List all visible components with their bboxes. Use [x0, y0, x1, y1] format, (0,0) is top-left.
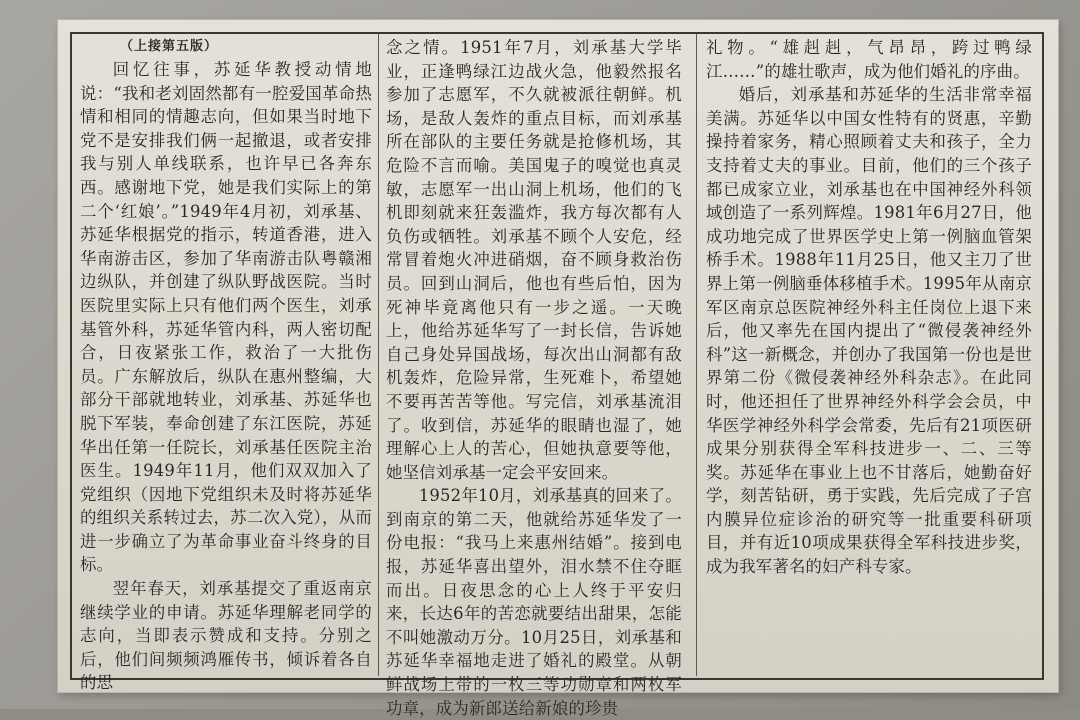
column-1-paragraph-2: 翌年春天，刘承基提交了重返南京继续学业的申请。苏延华理解老同学的志向，当即表示赞成和支持。分别之后，他们间频频鸿雁传书，倾诉着各自的思	[80, 579, 372, 693]
column-divider	[378, 34, 379, 676]
column-1-paragraph-1: 回忆往事，苏延华教授动情地说：“我和老刘固然都有一腔爱国革命热情和相同的情趣志向，但如果当时地下党不是安排我们俩一起撤退，或者安排我与别人单线联系，也许早已各奔东西。感谢地下党，她是我们实际上的第二个‘红娘’。”1949年4月初，刘承基、苏延华根据党的指示，转道香港，进入华南游击区，参加了华南游击队粤赣湘边纵队，并创建了纵队野战医院。当时医院里实际上只有他们两个医生，刘承基管外科，苏延华管内科，两人密切配合，日夜紧张工作，救治了一大批伤员。广东解放后，纵队在惠州整编，大部分干部就地转业，刘承基、苏延华也脱下军装，奉命创建了东江医院，苏延华出任第一任院长，刘承基任医院主治医生。1949年11月，他们双双加入了党组织（因地下党组织未及时将苏延华的组织关系转过去，苏二次入党），从而进一步确立了为革命事业奋斗终身的目标。	[80, 60, 372, 575]
column-divider	[696, 34, 697, 676]
article-column-1	[80, 36, 372, 695]
column-2-paragraph-2: 1952年10月，刘承基真的回来了。到南京的第二天，他就给苏延华发了一份电报：“我马上来惠州结婚”。接到电报，苏延华喜出望外，泪水禁不住夺眶而出。日夜思念的心上人终于平安归来，长达6年的苦恋就要结出甜果，怎能不叫她激动万分。10月25日，刘承基和苏延华幸福地走进了婚礼的殿堂。从朝鲜战场上带的一枚三等功勋章和两枚军功章，成为新郎送给新娘的珍贵	[386, 486, 682, 718]
continued-from-note: （上接第五版）	[120, 39, 219, 54]
article-column-3	[706, 36, 1032, 579]
column-3-paragraph-2: 婚后，刘承基和苏延华的生活非常幸福美满。苏延华以中国女性特有的贤惠，辛勤操持着家务，精心照顾着丈夫和孩子，全力支持着丈夫的事业。目前，他们的三个孩子都已成家立业，刘承基也在中国神经外科领域创造了一系列辉煌。1981年6月27日，他成功地完成了世界医学史上第一例脑血管架桥手术。1988年11月25日，他又主刀了世界上第一例脑垂体移植手术。1995年从南京军区南京总医院神经外科主任岗位上退下来后，他又率先在国内提出了“微侵袭神经外科”这一新概念，并创办了我国第一份也是世界第二份《微侵袭神经外科杂志》。在此同时，他还担任了世界神经外科学会会员，中华医学神经外科学会常委，先后有21项医研成果分别获得全军科技进步一、二、三等奖。苏延华在事业上也不甘落后，她勤奋好学，刻苦钻研，勇于实践，先后完成了子宫内膜异位症诊治的研究等一批重要科研项目，并有近10项成果获得全军科技进步奖，成为我军著名的妇产科专家。	[706, 85, 1032, 577]
column-2-paragraph-1: 念之情。1951年7月，刘承基大学毕业，正逢鸭绿江边战火急，他毅然报名参加了志愿军，不久就被派往朝鲜。机场，是敌人轰炸的重点目标，而刘承基所在部队的主要任务就是抢修机场，其危险不言而喻。美国鬼子的嗅觉也真灵敏，志愿军一出山洞上机场，他们的飞机即刻就来狂轰滥炸，我方每次都有人负伤或牺牲。刘承基不顾个人安危，经常冒着炮火冲进硝烟，奋不顾身救治伤员。回到山洞后，他也有些后怕，因为死神毕竟离他只有一步之遥。一天晚上，他给苏延华写了一封长信，告诉她自己身处异国战场，每次出山洞都有敌机轰炸，危险异常，生死难卜，希望她不要再苦苦等他。写完信，刘承基流泪了。收到信，苏延华的眼睛也湿了，她理解心上人的苦心，但她执意要等他，她坚信刘承基一定会平安回来。	[386, 38, 682, 482]
article-column-2	[386, 36, 682, 720]
column-3-paragraph-1: 礼物。“雄赳赳，气昂昂，跨过鸭绿江……”的雄壮歌声，成为他们婚礼的序曲。	[706, 38, 1032, 81]
